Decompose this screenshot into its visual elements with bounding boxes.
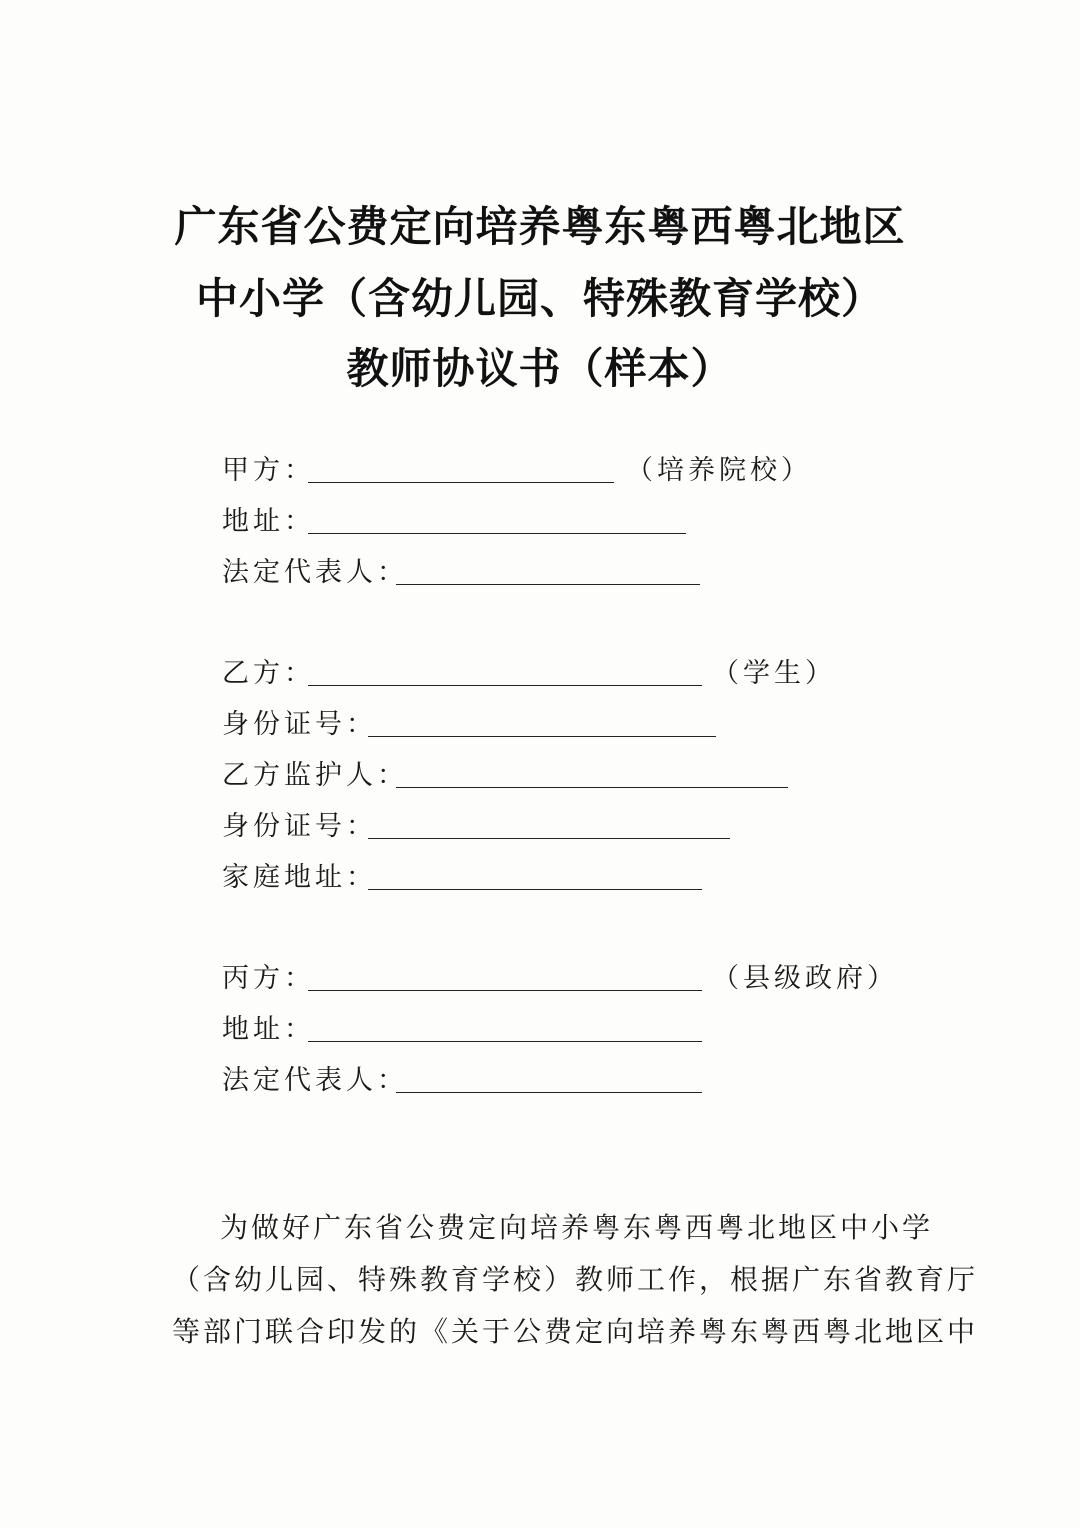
party-b-guardian-blank[interactable] xyxy=(396,787,788,788)
party-c-label: 丙方： xyxy=(222,963,315,994)
party-a-address-label: 地址： xyxy=(222,506,315,537)
title-line-1: 广东省公费定向培养粤东粤西粤北地区 xyxy=(174,202,906,251)
party-c-address-label: 地址： xyxy=(222,1014,315,1045)
party-b-blank[interactable] xyxy=(308,685,702,686)
body-line-2: （含幼儿园、特殊教育学校）教师工作，根据广东省教育厅 xyxy=(172,1263,979,1296)
party-c-blank[interactable] xyxy=(308,990,702,991)
title-line-2: 中小学（含幼儿园、特殊教育学校） xyxy=(195,274,884,323)
body-line-3: 等部门联合印发的《关于公费定向培养粤东粤西粤北地区中 xyxy=(172,1315,979,1348)
party-c-legal-rep-label: 法定代表人： xyxy=(222,1065,408,1096)
party-a-note: （培养院校） xyxy=(626,455,812,486)
party-b-guardian-label: 乙方监护人： xyxy=(222,760,408,791)
party-b-id-blank[interactable] xyxy=(368,736,716,737)
party-b-home-address-label: 家庭地址： xyxy=(222,862,377,893)
party-b-label: 乙方： xyxy=(222,658,315,689)
party-b-note: （学生） xyxy=(712,658,836,689)
title-line-3: 教师协议书（样本） xyxy=(346,344,734,393)
party-c-note: （县级政府） xyxy=(712,963,898,994)
party-a-label: 甲方： xyxy=(222,455,315,486)
party-c-legal-rep-blank[interactable] xyxy=(396,1092,702,1093)
party-b-id-label: 身份证号： xyxy=(222,709,377,740)
party-a-blank[interactable] xyxy=(308,482,614,483)
party-b-guardian-id-blank[interactable] xyxy=(368,838,730,839)
party-a-legal-rep-label: 法定代表人： xyxy=(222,557,408,588)
party-a-legal-rep-blank[interactable] xyxy=(396,584,700,585)
party-c-address-blank[interactable] xyxy=(308,1041,702,1042)
party-b-home-address-blank[interactable] xyxy=(368,889,702,890)
body-line-1: 为做好广东省公费定向培养粤东粤西粤北地区中小学 xyxy=(220,1211,934,1244)
party-a-address-blank[interactable] xyxy=(308,533,686,534)
party-b-guardian-id-label: 身份证号： xyxy=(222,811,377,842)
